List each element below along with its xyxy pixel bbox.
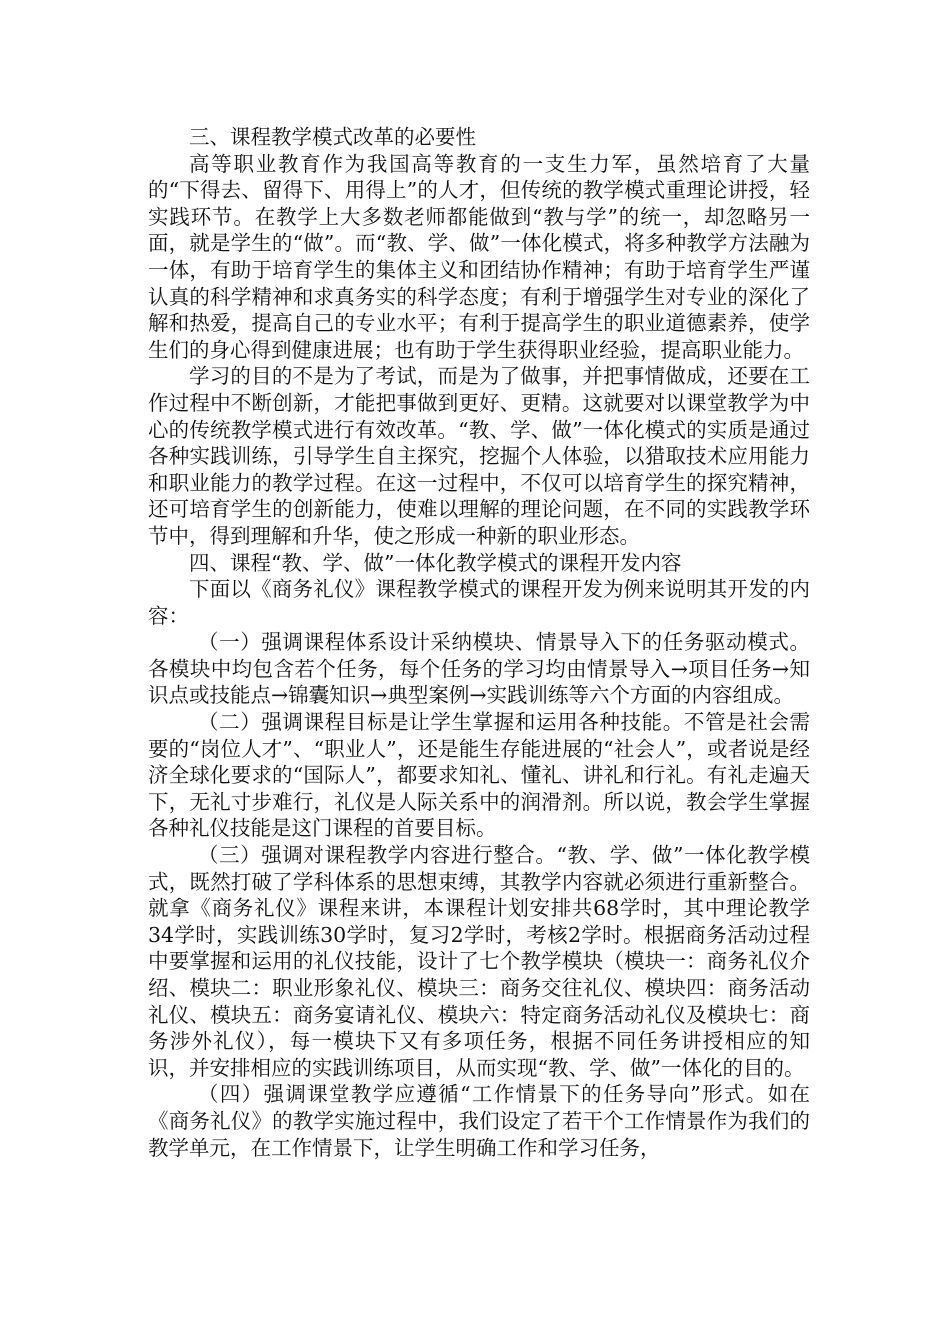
subsection-one: （一）强调课程体系设计采纳模块、情景导入下的任务驱动模式。各模块中均包含若个任务，每个任务的学习均由情景导入→项目任务→知识点或技能点→锦囊知识→典型案例→实践训练等六个方面的内容组成。	[148, 630, 810, 708]
paragraph-necessity: 高等职业教育作为我国高等教育的一支生力军，虽然培育了大量的“下得去、留得下、用得上”的人才，但传统的教学模式重理论讲授，轻实践环节。在教学上大多数老师都能做到“教与学”的统一，却忽略另一面，就是学生的“做”。而“教、学、做”一体化模式，将多种教学方法融为一体，有助于培育学生的集体主义和团结协作精神；有助于培育学生严谨认真的科学精神和求真务实的科学态度；有利于增强学生对专业的深化了解和热爱，提高自己的专业水平；有利于提高学生的职业道德素养，使学生们的身心得到健康进展；也有助于学生获得职业经验，提高职业能力。	[148, 151, 810, 362]
subsection-two: （二）强调课程目标是让学生掌握和运用各种技能。不管是社会需要的“岗位人才”、“职业人”，还是能生存能进展的“社会人”，或者说是经济全球化要求的“国际人”，都要求知礼、懂礼、讲礼和行礼。有礼走遍天下，无礼寸步难行，礼仪是人际关系中的润滑剂。所以说，教会学生掌握各种礼仪技能是这门课程的首要目标。	[148, 710, 810, 841]
section-heading-3: 三、课程教学模式改革的必要性	[189, 125, 476, 149]
paragraph-intro-example: 下面以《商务礼仪》课程教学模式的课程开发为例来说明其开发的内容：	[148, 577, 810, 628]
subsection-four: （四）强调课堂教学应遵循“工作情景下的任务导向”形式。如在《商务礼仪》的教学实施过程中，我们设定了若干个工作情景作为我们的教学单元，在工作情景下，让学生明确工作和学习任务，	[148, 1082, 810, 1160]
document-body	[148, 124, 810, 1161]
paragraph-learning-purpose: 学习的目的不是为了考试，而是为了做事，并把事情做成，还要在工作过程中不断创新，才能把事做到更好、更精。这就要对以课堂教学为中心的传统教学模式进行有效改革。“教、学、做”一体化模式的实质是通过各种实践训练，引导学生自主探究，挖掘个人体验，以猎取技术应用能力和职业能力的教学过程。在这一过程中，不仅可以培育学生的探究精神，还可培育学生的创新能力，使难以理解的理论问题，在不同的实践教学环节中，得到理解和升华，使之形成一种新的职业形态。	[148, 364, 810, 548]
section-heading-4: 四、课程“教、学、做”一体化教学模式的课程开发内容	[189, 550, 682, 575]
subsection-three: （三）强调对课程教学内容进行整合。“教、学、做”一体化教学模式，既然打破了学科体系的思想束缚，其教学内容就必须进行重新整合。就拿《商务礼仪》课程来讲，本课程计划安排共68学时，其中理论教学34学时，实践训练30学时，复习2学时，考核2学时。根据商务活动过程中要掌握和运用的礼仪技能，设计了七个教学模块（模块一：商务礼仪介绍、模块二：职业形象礼仪、模块三：商务交往礼仪、模块四：商务活动礼仪、模块五：商务宴请礼仪、模块六：特定商务活动礼仪及模块七：商务涉外礼仪），每一模块下又有多项任务，根据不同任务讲授相应的知识，并安排相应的实践训练项目，从而实现“教、学、做”一体化的目的。	[148, 843, 810, 1080]
